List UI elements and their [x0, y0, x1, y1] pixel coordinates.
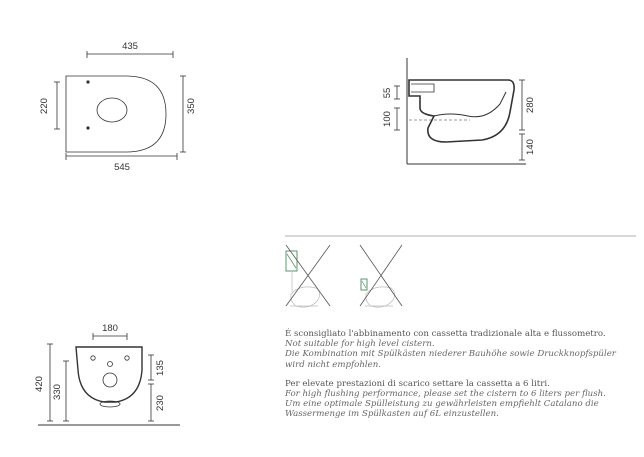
note-flush-en: For high flushing performance, please set the cistern to 6 liters per flush. — [285, 389, 606, 400]
side-view — [394, 58, 526, 164]
flush-valve-not-suitable-icon — [360, 245, 402, 307]
dim-545: 545 — [114, 162, 130, 173]
dim-330: 330 — [52, 384, 63, 400]
dim-135: 135 — [155, 360, 166, 376]
top-view-outline — [66, 76, 166, 152]
front-view-fixture — [76, 347, 142, 402]
side-view-fixture — [409, 80, 514, 142]
top-view — [54, 51, 186, 160]
dim-140: 140 — [525, 139, 536, 155]
dim-435: 435 — [122, 41, 138, 52]
top-view-bowl — [97, 98, 127, 122]
note-cistern-de: Die Kombination mit Spülkästen niederer Bauhöhe sowie Druckknopfspüler wird nicht empfohlen. — [285, 349, 616, 370]
high-cistern-not-suitable-icon — [286, 245, 330, 307]
dim-230: 230 — [155, 395, 166, 411]
note-cistern-en: Not suitable for high level cistern. — [285, 339, 435, 350]
dim-55: 55 — [382, 87, 393, 99]
dim-420: 420 — [34, 376, 45, 392]
dim-280: 280 — [525, 97, 536, 113]
dim-100: 100 — [382, 111, 393, 127]
installation-notes — [285, 329, 630, 420]
dim-350: 350 — [186, 98, 197, 114]
note-cistern-it: É sconsigliato l'abbinamento con cassetta tradizionale alta e flussometro. — [285, 329, 606, 339]
dim-180: 180 — [102, 323, 118, 334]
note-flush-de: Um eine optimale Spülleistung zu gewährleisten empfiehlt Catalano die Wassermenge im Spülkasten auf 6L einzustellen. — [285, 399, 599, 420]
dim-220: 220 — [39, 98, 50, 114]
note-flush-it: Per elevate prestazioni di scarico settare la cassetta a 6 litri. — [285, 378, 550, 389]
